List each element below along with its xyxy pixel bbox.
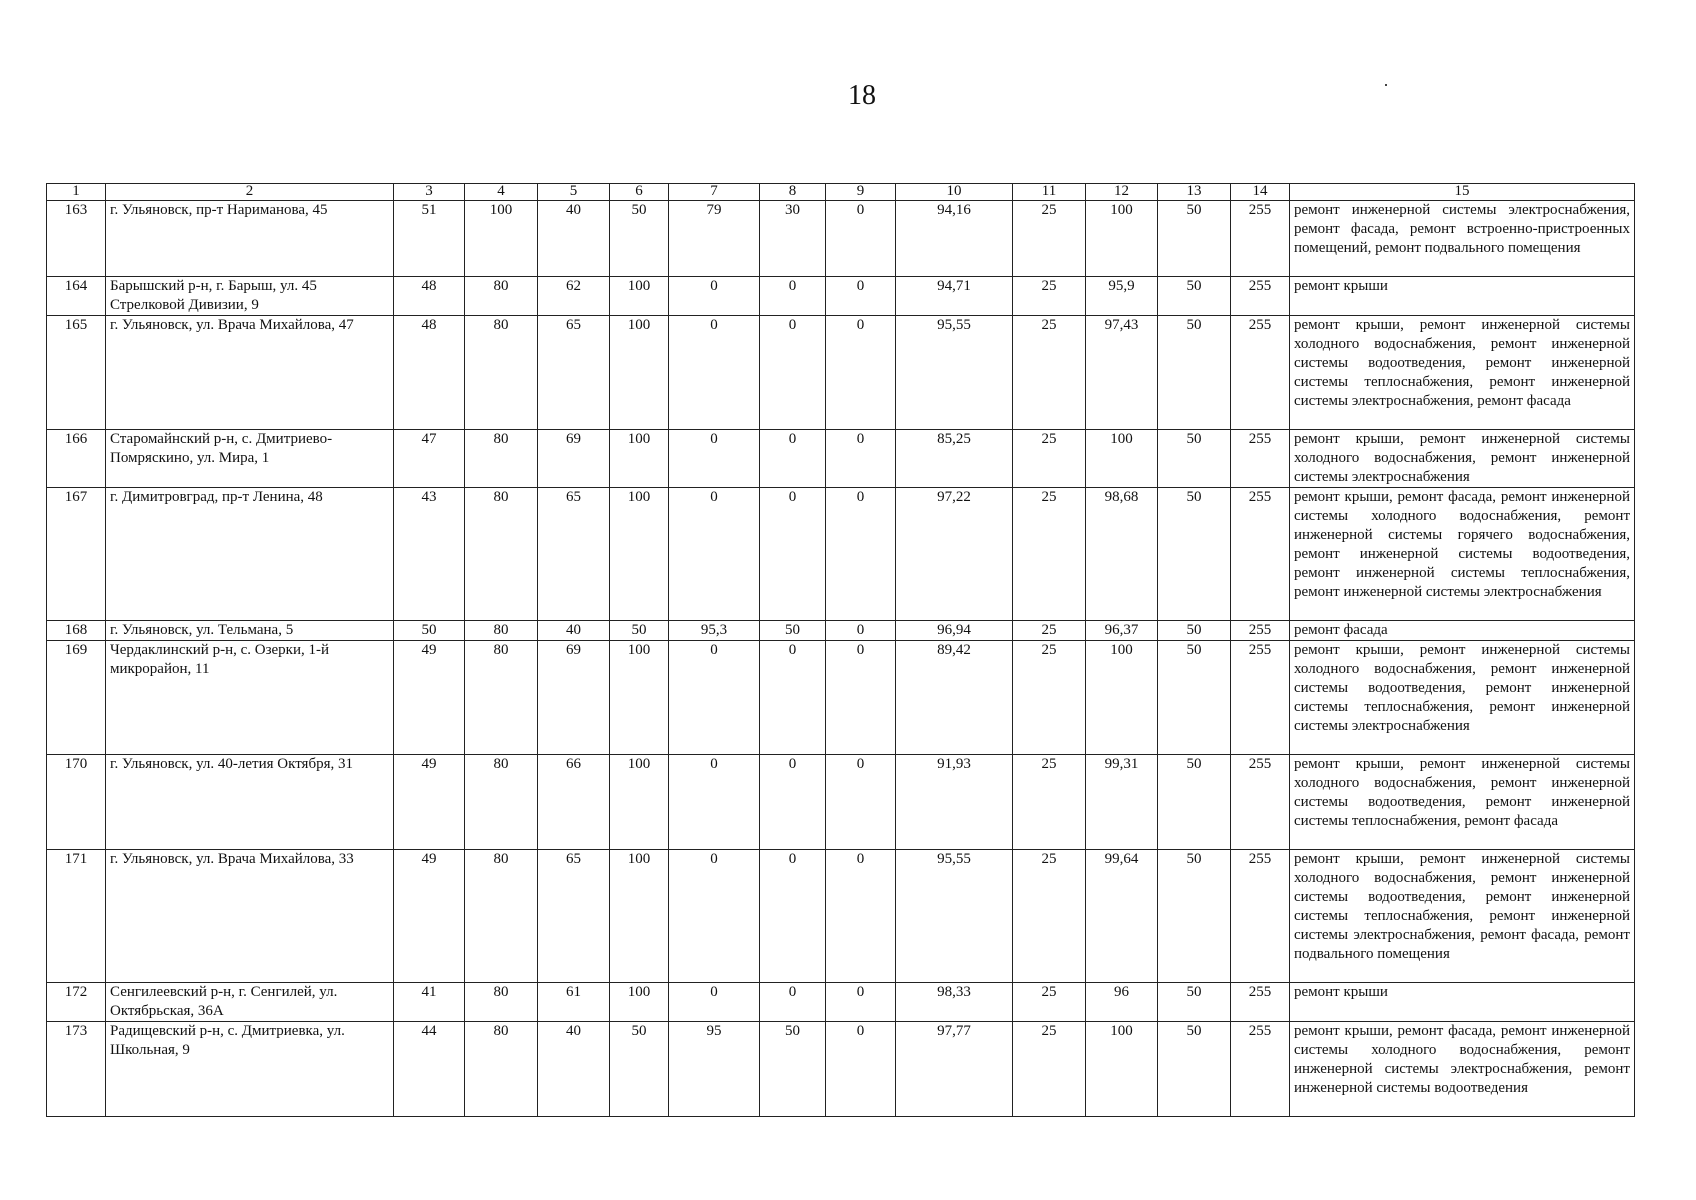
col-4-value: 80 (465, 621, 538, 641)
table-row (47, 430, 1635, 488)
table-row (47, 201, 1635, 277)
table-row (47, 316, 1635, 430)
col-12-value: 98,68 (1086, 488, 1158, 621)
col-10-value: 95,55 (896, 316, 1013, 430)
column-number: 9 (826, 184, 896, 201)
address: г. Ульяновск, пр-т Нариманова, 45 (106, 201, 394, 277)
col-6-value: 50 (610, 201, 669, 277)
col-4-value: 80 (465, 641, 538, 755)
col-12-value: 96 (1086, 983, 1158, 1022)
column-number: 3 (394, 184, 465, 201)
address: г. Ульяновск, ул. Врача Михайлова, 47 (106, 316, 394, 430)
col-4-value: 80 (465, 488, 538, 621)
col-14-value: 255 (1231, 201, 1290, 277)
address: Барышский р-н, г. Барыш, ул. 45 Стрелковой Дивизии, 9 (106, 277, 394, 316)
col-6-value: 100 (610, 277, 669, 316)
col-8-value: 0 (760, 430, 826, 488)
col-13-value: 50 (1158, 201, 1231, 277)
col-4-value: 80 (465, 983, 538, 1022)
col-4-value: 80 (465, 277, 538, 316)
col-3-value: 50 (394, 621, 465, 641)
row-number: 173 (47, 1022, 106, 1117)
col-8-value: 0 (760, 641, 826, 755)
col-14-value: 255 (1231, 430, 1290, 488)
col-13-value: 50 (1158, 850, 1231, 983)
row-number: 167 (47, 488, 106, 621)
col-6-value: 100 (610, 641, 669, 755)
column-number: 15 (1290, 184, 1635, 201)
col-6-value: 50 (610, 621, 669, 641)
works-description: ремонт инженерной системы электроснабжения, ремонт фасада, ремонт встроенно-пристроенных помещений, ремонт подвального помещения (1290, 201, 1635, 277)
column-number: 6 (610, 184, 669, 201)
col-14-value: 255 (1231, 755, 1290, 850)
column-number: 11 (1013, 184, 1086, 201)
address: Старомайнский р-н, с. Дмитриево-Помряскино, ул. Мира, 1 (106, 430, 394, 488)
col-3-value: 47 (394, 430, 465, 488)
col-12-value: 99,31 (1086, 755, 1158, 850)
col-11-value: 25 (1013, 755, 1086, 850)
col-11-value: 25 (1013, 983, 1086, 1022)
col-8-value: 0 (760, 277, 826, 316)
col-4-value: 80 (465, 1022, 538, 1117)
col-5-value: 69 (538, 641, 610, 755)
col-5-value: 69 (538, 430, 610, 488)
col-7-value: 95,3 (669, 621, 760, 641)
page-number: 18 (848, 80, 876, 111)
col-12-value: 100 (1086, 1022, 1158, 1117)
col-6-value: 50 (610, 1022, 669, 1117)
col-13-value: 50 (1158, 621, 1231, 641)
table-row (47, 641, 1635, 755)
col-9-value: 0 (826, 201, 896, 277)
col-7-value: 0 (669, 641, 760, 755)
col-9-value: 0 (826, 850, 896, 983)
address: Сенгилеевский р-н, г. Сенгилей, ул. Октябрьская, 36А (106, 983, 394, 1022)
col-8-value: 50 (760, 1022, 826, 1117)
row-number: 168 (47, 621, 106, 641)
col-10-value: 95,55 (896, 850, 1013, 983)
works-description: ремонт крыши, ремонт инженерной системы холодного водоснабжения, ремонт инженерной системы водоотведения, ремонт инженерной системы теплоснабжения, ремонт инженерной системы электроснабжения, ремонт фасада, ремонт подвального помещения (1290, 850, 1635, 983)
col-5-value: 62 (538, 277, 610, 316)
col-9-value: 0 (826, 621, 896, 641)
col-14-value: 255 (1231, 621, 1290, 641)
col-10-value: 85,25 (896, 430, 1013, 488)
works-description: ремонт крыши, ремонт фасада, ремонт инженерной системы холодного водоснабжения, ремонт инженерной системы горячего водоснабжения, ремонт инженерной системы водоотведения, ремонт инженерной системы теплоснабжения, ремонт инженерной системы электроснабжения (1290, 488, 1635, 621)
table-row (47, 277, 1635, 316)
col-14-value: 255 (1231, 641, 1290, 755)
table-row (47, 621, 1635, 641)
table-row (47, 755, 1635, 850)
col-3-value: 49 (394, 755, 465, 850)
address: Радищевский р-н, с. Дмитриевка, ул. Школьная, 9 (106, 1022, 394, 1117)
col-8-value: 0 (760, 316, 826, 430)
col-10-value: 97,22 (896, 488, 1013, 621)
col-10-value: 97,77 (896, 1022, 1013, 1117)
col-11-value: 25 (1013, 430, 1086, 488)
col-13-value: 50 (1158, 488, 1231, 621)
col-9-value: 0 (826, 316, 896, 430)
address: Чердаклинский р-н, с. Озерки, 1-й микрорайон, 11 (106, 641, 394, 755)
col-14-value: 255 (1231, 277, 1290, 316)
address: г. Ульяновск, ул. Тельмана, 5 (106, 621, 394, 641)
col-12-value: 96,37 (1086, 621, 1158, 641)
col-3-value: 41 (394, 983, 465, 1022)
row-number: 164 (47, 277, 106, 316)
column-number: 4 (465, 184, 538, 201)
column-number-row (47, 184, 1635, 201)
col-4-value: 100 (465, 201, 538, 277)
row-number: 165 (47, 316, 106, 430)
col-14-value: 255 (1231, 488, 1290, 621)
col-7-value: 0 (669, 488, 760, 621)
col-7-value: 0 (669, 430, 760, 488)
scan-dot (1385, 84, 1387, 86)
col-13-value: 50 (1158, 430, 1231, 488)
col-7-value: 0 (669, 850, 760, 983)
col-9-value: 0 (826, 1022, 896, 1117)
col-5-value: 66 (538, 755, 610, 850)
col-10-value: 94,71 (896, 277, 1013, 316)
col-3-value: 48 (394, 277, 465, 316)
col-5-value: 40 (538, 201, 610, 277)
col-6-value: 100 (610, 488, 669, 621)
col-3-value: 48 (394, 316, 465, 430)
column-number: 8 (760, 184, 826, 201)
col-11-value: 25 (1013, 850, 1086, 983)
col-11-value: 25 (1013, 488, 1086, 621)
works-description: ремонт крыши, ремонт инженерной системы холодного водоснабжения, ремонт инженерной системы водоотведения, ремонт инженерной системы теплоснабжения, ремонт инженерной системы электроснабжения (1290, 641, 1635, 755)
col-9-value: 0 (826, 641, 896, 755)
col-10-value: 89,42 (896, 641, 1013, 755)
col-8-value: 0 (760, 488, 826, 621)
col-6-value: 100 (610, 316, 669, 430)
col-4-value: 80 (465, 850, 538, 983)
column-number: 7 (669, 184, 760, 201)
address: г. Ульяновск, ул. 40-летия Октября, 31 (106, 755, 394, 850)
col-9-value: 0 (826, 755, 896, 850)
works-description: ремонт крыши, ремонт инженерной системы холодного водоснабжения, ремонт инженерной системы водоотведения, ремонт инженерной системы теплоснабжения, ремонт инженерной системы электроснабжения, ремонт фасада (1290, 316, 1635, 430)
row-number: 166 (47, 430, 106, 488)
column-number: 10 (896, 184, 1013, 201)
col-6-value: 100 (610, 430, 669, 488)
col-12-value: 97,43 (1086, 316, 1158, 430)
col-13-value: 50 (1158, 641, 1231, 755)
col-8-value: 0 (760, 755, 826, 850)
col-5-value: 40 (538, 1022, 610, 1117)
col-3-value: 51 (394, 201, 465, 277)
col-11-value: 25 (1013, 277, 1086, 316)
table-row (47, 850, 1635, 983)
works-description: ремонт крыши (1290, 277, 1635, 316)
col-11-value: 25 (1013, 316, 1086, 430)
address: г. Димитровград, пр-т Ленина, 48 (106, 488, 394, 621)
col-14-value: 255 (1231, 1022, 1290, 1117)
col-12-value: 100 (1086, 201, 1158, 277)
col-14-value: 255 (1231, 850, 1290, 983)
col-10-value: 98,33 (896, 983, 1013, 1022)
column-number: 13 (1158, 184, 1231, 201)
col-9-value: 0 (826, 488, 896, 621)
works-description: ремонт фасада (1290, 621, 1635, 641)
works-description: ремонт крыши, ремонт инженерной системы холодного водоснабжения, ремонт инженерной системы водоотведения, ремонт инженерной системы теплоснабжения, ремонт фасада (1290, 755, 1635, 850)
col-12-value: 99,64 (1086, 850, 1158, 983)
row-number: 163 (47, 201, 106, 277)
col-7-value: 79 (669, 201, 760, 277)
works-table (46, 183, 1635, 1117)
col-9-value: 0 (826, 430, 896, 488)
col-4-value: 80 (465, 430, 538, 488)
col-7-value: 0 (669, 316, 760, 430)
table-row (47, 983, 1635, 1022)
col-3-value: 43 (394, 488, 465, 621)
column-number: 1 (47, 184, 106, 201)
col-10-value: 94,16 (896, 201, 1013, 277)
col-7-value: 95 (669, 1022, 760, 1117)
col-14-value: 255 (1231, 983, 1290, 1022)
col-7-value: 0 (669, 755, 760, 850)
works-description: ремонт крыши, ремонт инженерной системы холодного водоснабжения, ремонт инженерной системы электроснабжения (1290, 430, 1635, 488)
col-10-value: 96,94 (896, 621, 1013, 641)
column-number: 12 (1086, 184, 1158, 201)
col-12-value: 100 (1086, 641, 1158, 755)
col-10-value: 91,93 (896, 755, 1013, 850)
col-9-value: 0 (826, 277, 896, 316)
col-5-value: 65 (538, 316, 610, 430)
col-13-value: 50 (1158, 1022, 1231, 1117)
col-8-value: 0 (760, 850, 826, 983)
col-13-value: 50 (1158, 983, 1231, 1022)
col-5-value: 40 (538, 621, 610, 641)
col-8-value: 0 (760, 983, 826, 1022)
col-14-value: 255 (1231, 316, 1290, 430)
col-4-value: 80 (465, 316, 538, 430)
col-11-value: 25 (1013, 621, 1086, 641)
col-5-value: 65 (538, 850, 610, 983)
col-6-value: 100 (610, 983, 669, 1022)
column-number: 2 (106, 184, 394, 201)
table-body (47, 184, 1635, 1117)
col-11-value: 25 (1013, 1022, 1086, 1117)
works-description: ремонт крыши (1290, 983, 1635, 1022)
works-description: ремонт крыши, ремонт фасада, ремонт инженерной системы холодного водоснабжения, ремонт инженерной системы электроснабжения, ремонт инженерной системы водоотведения (1290, 1022, 1635, 1117)
col-3-value: 49 (394, 641, 465, 755)
column-number: 5 (538, 184, 610, 201)
col-12-value: 100 (1086, 430, 1158, 488)
col-13-value: 50 (1158, 277, 1231, 316)
col-7-value: 0 (669, 277, 760, 316)
col-6-value: 100 (610, 850, 669, 983)
col-8-value: 30 (760, 201, 826, 277)
col-8-value: 50 (760, 621, 826, 641)
col-3-value: 49 (394, 850, 465, 983)
address: г. Ульяновск, ул. Врача Михайлова, 33 (106, 850, 394, 983)
col-3-value: 44 (394, 1022, 465, 1117)
table-row (47, 488, 1635, 621)
col-4-value: 80 (465, 755, 538, 850)
col-9-value: 0 (826, 983, 896, 1022)
col-13-value: 50 (1158, 316, 1231, 430)
row-number: 170 (47, 755, 106, 850)
col-11-value: 25 (1013, 201, 1086, 277)
row-number: 169 (47, 641, 106, 755)
row-number: 172 (47, 983, 106, 1022)
table-row (47, 1022, 1635, 1117)
col-7-value: 0 (669, 983, 760, 1022)
col-13-value: 50 (1158, 755, 1231, 850)
row-number: 171 (47, 850, 106, 983)
col-5-value: 61 (538, 983, 610, 1022)
col-11-value: 25 (1013, 641, 1086, 755)
col-12-value: 95,9 (1086, 277, 1158, 316)
col-6-value: 100 (610, 755, 669, 850)
column-number: 14 (1231, 184, 1290, 201)
col-5-value: 65 (538, 488, 610, 621)
